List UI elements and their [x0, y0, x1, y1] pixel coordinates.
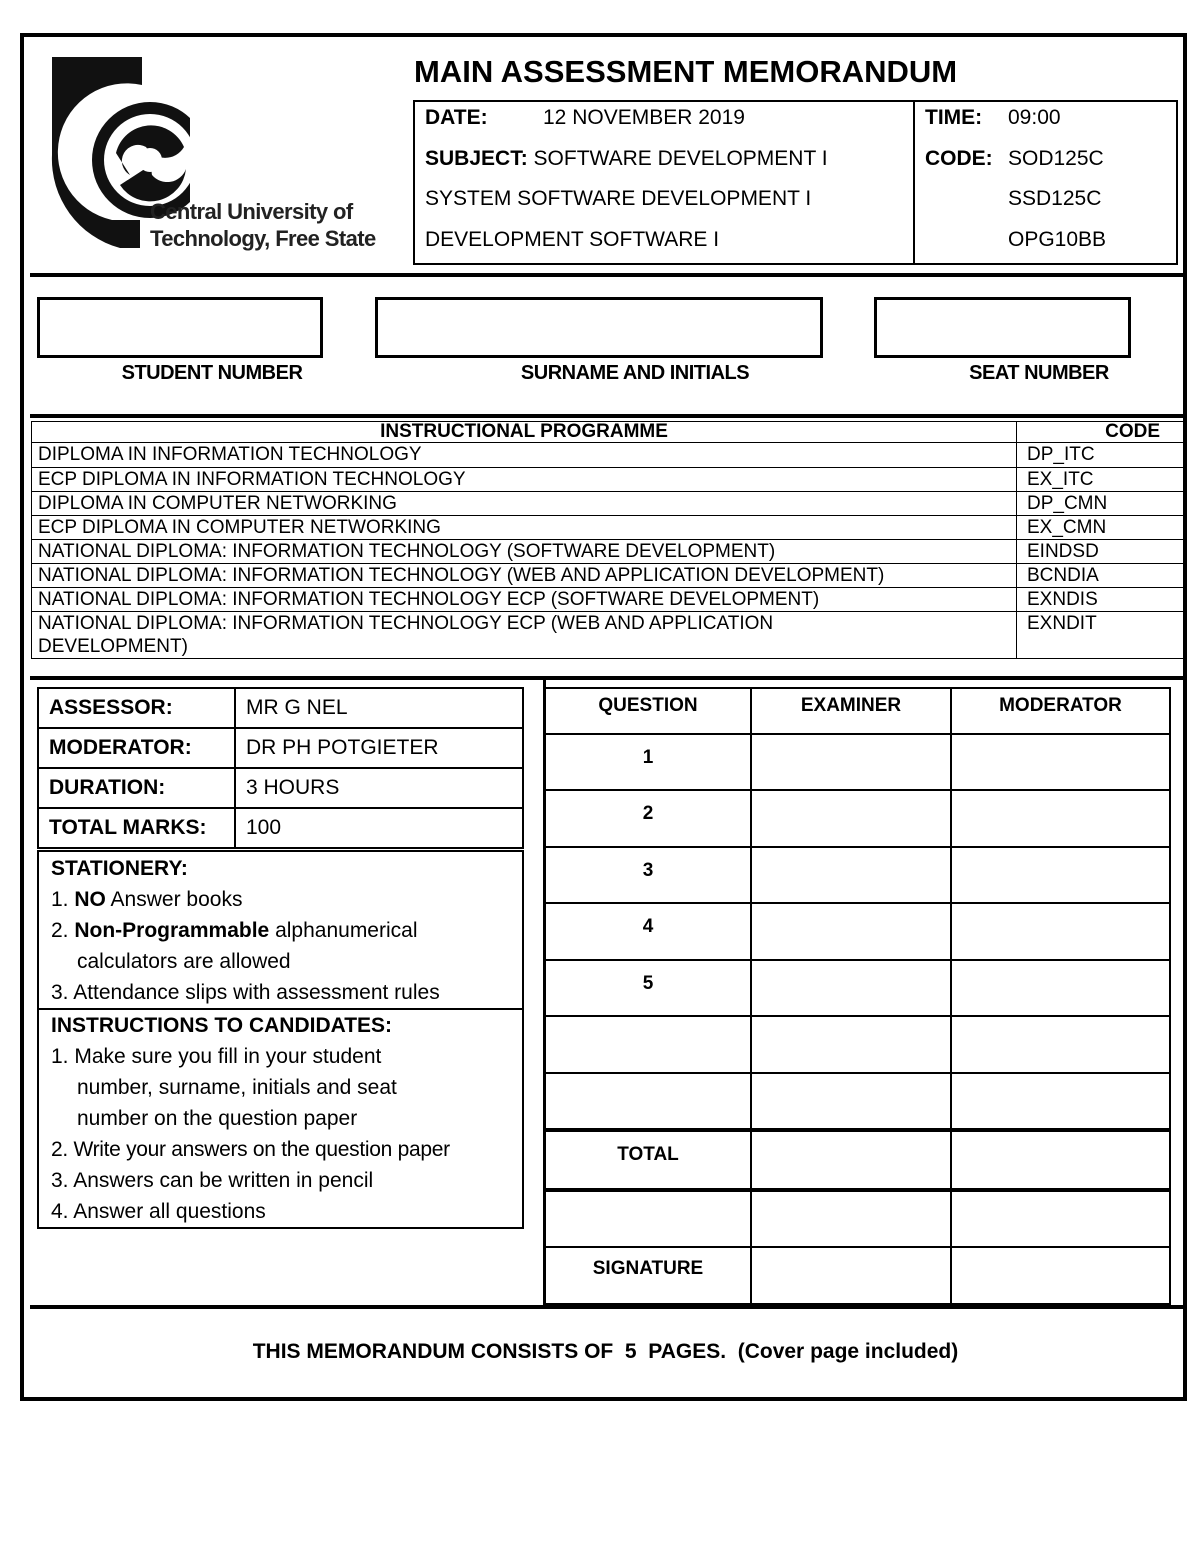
question-column-header: QUESTION — [545, 688, 751, 734]
stationery-item-2-bold: Non-Programmable — [74, 919, 270, 942]
detail-row — [38, 808, 523, 848]
examiner-mark-cell[interactable] — [751, 1073, 951, 1130]
moderator-mark-cell[interactable] — [951, 790, 1170, 847]
subject-3: DEVELOPMENT SOFTWARE I — [425, 228, 720, 251]
marks-header-row — [545, 688, 1170, 734]
moderator-signature-cell[interactable] — [951, 1247, 1170, 1304]
institution-line1: Central University of — [150, 199, 353, 224]
document-title: MAIN ASSESSMENT MEMORANDUM — [414, 54, 958, 89]
student-number-field[interactable] — [37, 297, 323, 358]
programme-row — [32, 516, 1185, 540]
stationery-item-3: 3. Attendance slips with assessment rules — [51, 981, 440, 1004]
question-number-empty — [545, 1073, 751, 1130]
question-number: 3 — [545, 847, 751, 903]
examiner-mark-cell[interactable] — [751, 1016, 951, 1073]
programme-table — [31, 421, 1185, 659]
code-label: CODE: — [925, 147, 993, 170]
programme-name: NATIONAL DIPLOMA: INFORMATION TECHNOLOGY ECP (WEB AND APPLICATION DEVELOPMENT) — [32, 612, 1017, 659]
date-label: DATE: — [425, 106, 488, 129]
divider — [30, 273, 1187, 277]
programme-row — [32, 443, 1185, 468]
student-number-label: STUDENT NUMBER — [121, 362, 303, 384]
examiner-mark-cell[interactable] — [751, 847, 951, 903]
moderator-column-header: MODERATOR — [951, 688, 1170, 734]
moderator-mark-cell[interactable] — [951, 847, 1170, 903]
moderator-mark-cell[interactable] — [951, 960, 1170, 1016]
time-value: 09:00 — [1008, 106, 1061, 129]
institution-name — [150, 198, 376, 252]
programme-code: EXNDIS — [1017, 588, 1185, 612]
programme-code: EX_CMN — [1017, 516, 1185, 540]
programme-row — [32, 468, 1185, 492]
stationery-heading: STATIONERY: — [51, 857, 188, 880]
instruction-item-1-text: Make sure you fill in your student number, surname, initials and seat number on the question paper — [74, 1045, 397, 1130]
programme-row — [32, 588, 1185, 612]
stationery-box — [37, 850, 524, 1010]
question-number: 2 — [545, 790, 751, 847]
subject-2: SYSTEM SOFTWARE DEVELOPMENT I — [425, 187, 812, 210]
instruction-item-1 — [51, 1041, 514, 1134]
question-row — [545, 1073, 1170, 1130]
total-row — [545, 1130, 1170, 1190]
programme-row — [32, 492, 1185, 516]
moderator-mark-cell[interactable] — [951, 903, 1170, 960]
instruction-item-4: 4. Answer all questions — [51, 1200, 266, 1223]
programme-name: NATIONAL DIPLOMA: INFORMATION TECHNOLOGY (WEB AND APPLICATION DEVELOPMENT) — [32, 564, 1017, 588]
moderator-label: MODERATOR: — [38, 728, 235, 768]
programme-header-name: INSTRUCTIONAL PROGRAMME — [32, 422, 1017, 443]
footer-page-count: THIS MEMORANDUM CONSISTS OF 5 PAGES. (Cover page included) — [252, 1340, 959, 1363]
programme-row — [32, 612, 1185, 659]
programme-row — [32, 540, 1185, 564]
programme-code: EXNDIT — [1017, 612, 1185, 659]
assessment-details-table — [37, 687, 524, 849]
instruction-item-1-num: 1. — [51, 1045, 69, 1068]
date-value: 12 NOVEMBER 2019 — [543, 106, 745, 129]
subject-label: SUBJECT: — [425, 147, 528, 170]
moderator-mark-cell[interactable] — [951, 1016, 1170, 1073]
assessor-value: MR G NEL — [235, 688, 523, 728]
signature-label: SIGNATURE — [545, 1247, 751, 1304]
programme-code: DP_ITC — [1017, 443, 1185, 468]
stationery-item-2 — [51, 915, 514, 977]
marks-table — [544, 687, 1171, 1305]
total-marks-label: TOTAL MARKS: — [38, 808, 235, 848]
programme-code: DP_CMN — [1017, 492, 1185, 516]
programme-name: DIPLOMA IN COMPUTER NETWORKING — [32, 492, 1017, 516]
question-row — [545, 790, 1170, 847]
examiner-column-header: EXAMINER — [751, 688, 951, 734]
programme-code: BCNDIA — [1017, 564, 1185, 588]
total-marks-value: 100 — [235, 808, 523, 848]
moderator-mark-cell[interactable] — [951, 1073, 1170, 1130]
examiner-mark-cell[interactable] — [751, 790, 951, 847]
divider — [30, 676, 1187, 680]
stationery-item-1 — [51, 884, 514, 915]
exam-info-divider — [913, 102, 915, 263]
programme-code: EINDSD — [1017, 540, 1185, 564]
seat-number-label: SEAT NUMBER — [969, 362, 1109, 384]
programme-name: DIPLOMA IN INFORMATION TECHNOLOGY — [32, 443, 1017, 468]
stationery-item-1-num: 1. — [51, 888, 69, 911]
exam-info-box — [413, 100, 1178, 265]
signature-row — [545, 1247, 1170, 1304]
programme-name: ECP DIPLOMA IN INFORMATION TECHNOLOGY — [32, 468, 1017, 492]
instructions-box — [37, 1008, 524, 1229]
code-3: OPG10BB — [1008, 228, 1107, 251]
question-row — [545, 734, 1170, 790]
institution-line2: Technology, Free State — [150, 226, 376, 251]
examiner-mark-cell[interactable] — [751, 734, 951, 790]
moderator-value: DR PH POTGIETER — [235, 728, 523, 768]
surname-initials-label: SURNAME AND INITIALS — [520, 362, 750, 384]
moderator-mark-cell[interactable] — [951, 734, 1170, 790]
programme-code: EX_ITC — [1017, 468, 1185, 492]
question-number-empty — [545, 1016, 751, 1073]
detail-row — [38, 728, 523, 768]
examiner-mark-cell[interactable] — [751, 960, 951, 1016]
question-row — [545, 903, 1170, 960]
programme-header-code: CODE — [1017, 422, 1185, 443]
moderator-blank-cell[interactable] — [951, 1190, 1170, 1247]
question-number: 4 — [545, 903, 751, 960]
programme-name: ECP DIPLOMA IN COMPUTER NETWORKING — [32, 516, 1017, 540]
instructions-heading: INSTRUCTIONS TO CANDIDATES: — [51, 1014, 393, 1037]
question-number: 1 — [545, 734, 751, 790]
stationery-item-1-text: Answer books — [110, 888, 243, 911]
examiner-total-cell[interactable] — [751, 1130, 951, 1190]
examiner-signature-cell[interactable] — [751, 1247, 951, 1304]
assessor-label: ASSESSOR: — [38, 688, 235, 728]
total-label: TOTAL — [545, 1130, 751, 1190]
examiner-mark-cell[interactable] — [751, 903, 951, 960]
duration-label: DURATION: — [38, 768, 235, 808]
code-1: SOD125C — [1008, 147, 1104, 170]
detail-row — [38, 768, 523, 808]
question-number: 5 — [545, 960, 751, 1016]
programme-header-row — [32, 422, 1185, 443]
programme-name: NATIONAL DIPLOMA: INFORMATION TECHNOLOGY (SOFTWARE DEVELOPMENT) — [32, 540, 1017, 564]
programme-row — [32, 564, 1185, 588]
surname-initials-field[interactable] — [375, 297, 823, 358]
question-row — [545, 1016, 1170, 1073]
question-row — [545, 960, 1170, 1016]
blank-row — [545, 1190, 1170, 1247]
subject-1: SOFTWARE DEVELOPMENT I — [533, 147, 828, 170]
seat-number-field[interactable] — [874, 297, 1131, 358]
moderator-total-cell[interactable] — [951, 1130, 1170, 1190]
stationery-item-2-num: 2. — [51, 919, 69, 942]
divider — [30, 1305, 1187, 1309]
instruction-item-2: 2. Write your answers on the question paper — [51, 1138, 450, 1161]
duration-value: 3 HOURS — [235, 768, 523, 808]
question-row — [545, 847, 1170, 903]
divider — [30, 414, 1187, 418]
blank-cell — [545, 1190, 751, 1247]
instruction-item-3: 3. Answers can be written in pencil — [51, 1169, 374, 1192]
time-label: TIME: — [925, 106, 983, 129]
programme-name: NATIONAL DIPLOMA: INFORMATION TECHNOLOGY ECP (SOFTWARE DEVELOPMENT) — [32, 588, 1017, 612]
code-2: SSD125C — [1008, 187, 1102, 210]
detail-row — [38, 688, 523, 728]
stationery-item-1-bold: NO — [74, 888, 106, 911]
examiner-blank-cell[interactable] — [751, 1190, 951, 1247]
stationery-item-2-text: alphanumerical calculators are allowed — [77, 919, 418, 973]
